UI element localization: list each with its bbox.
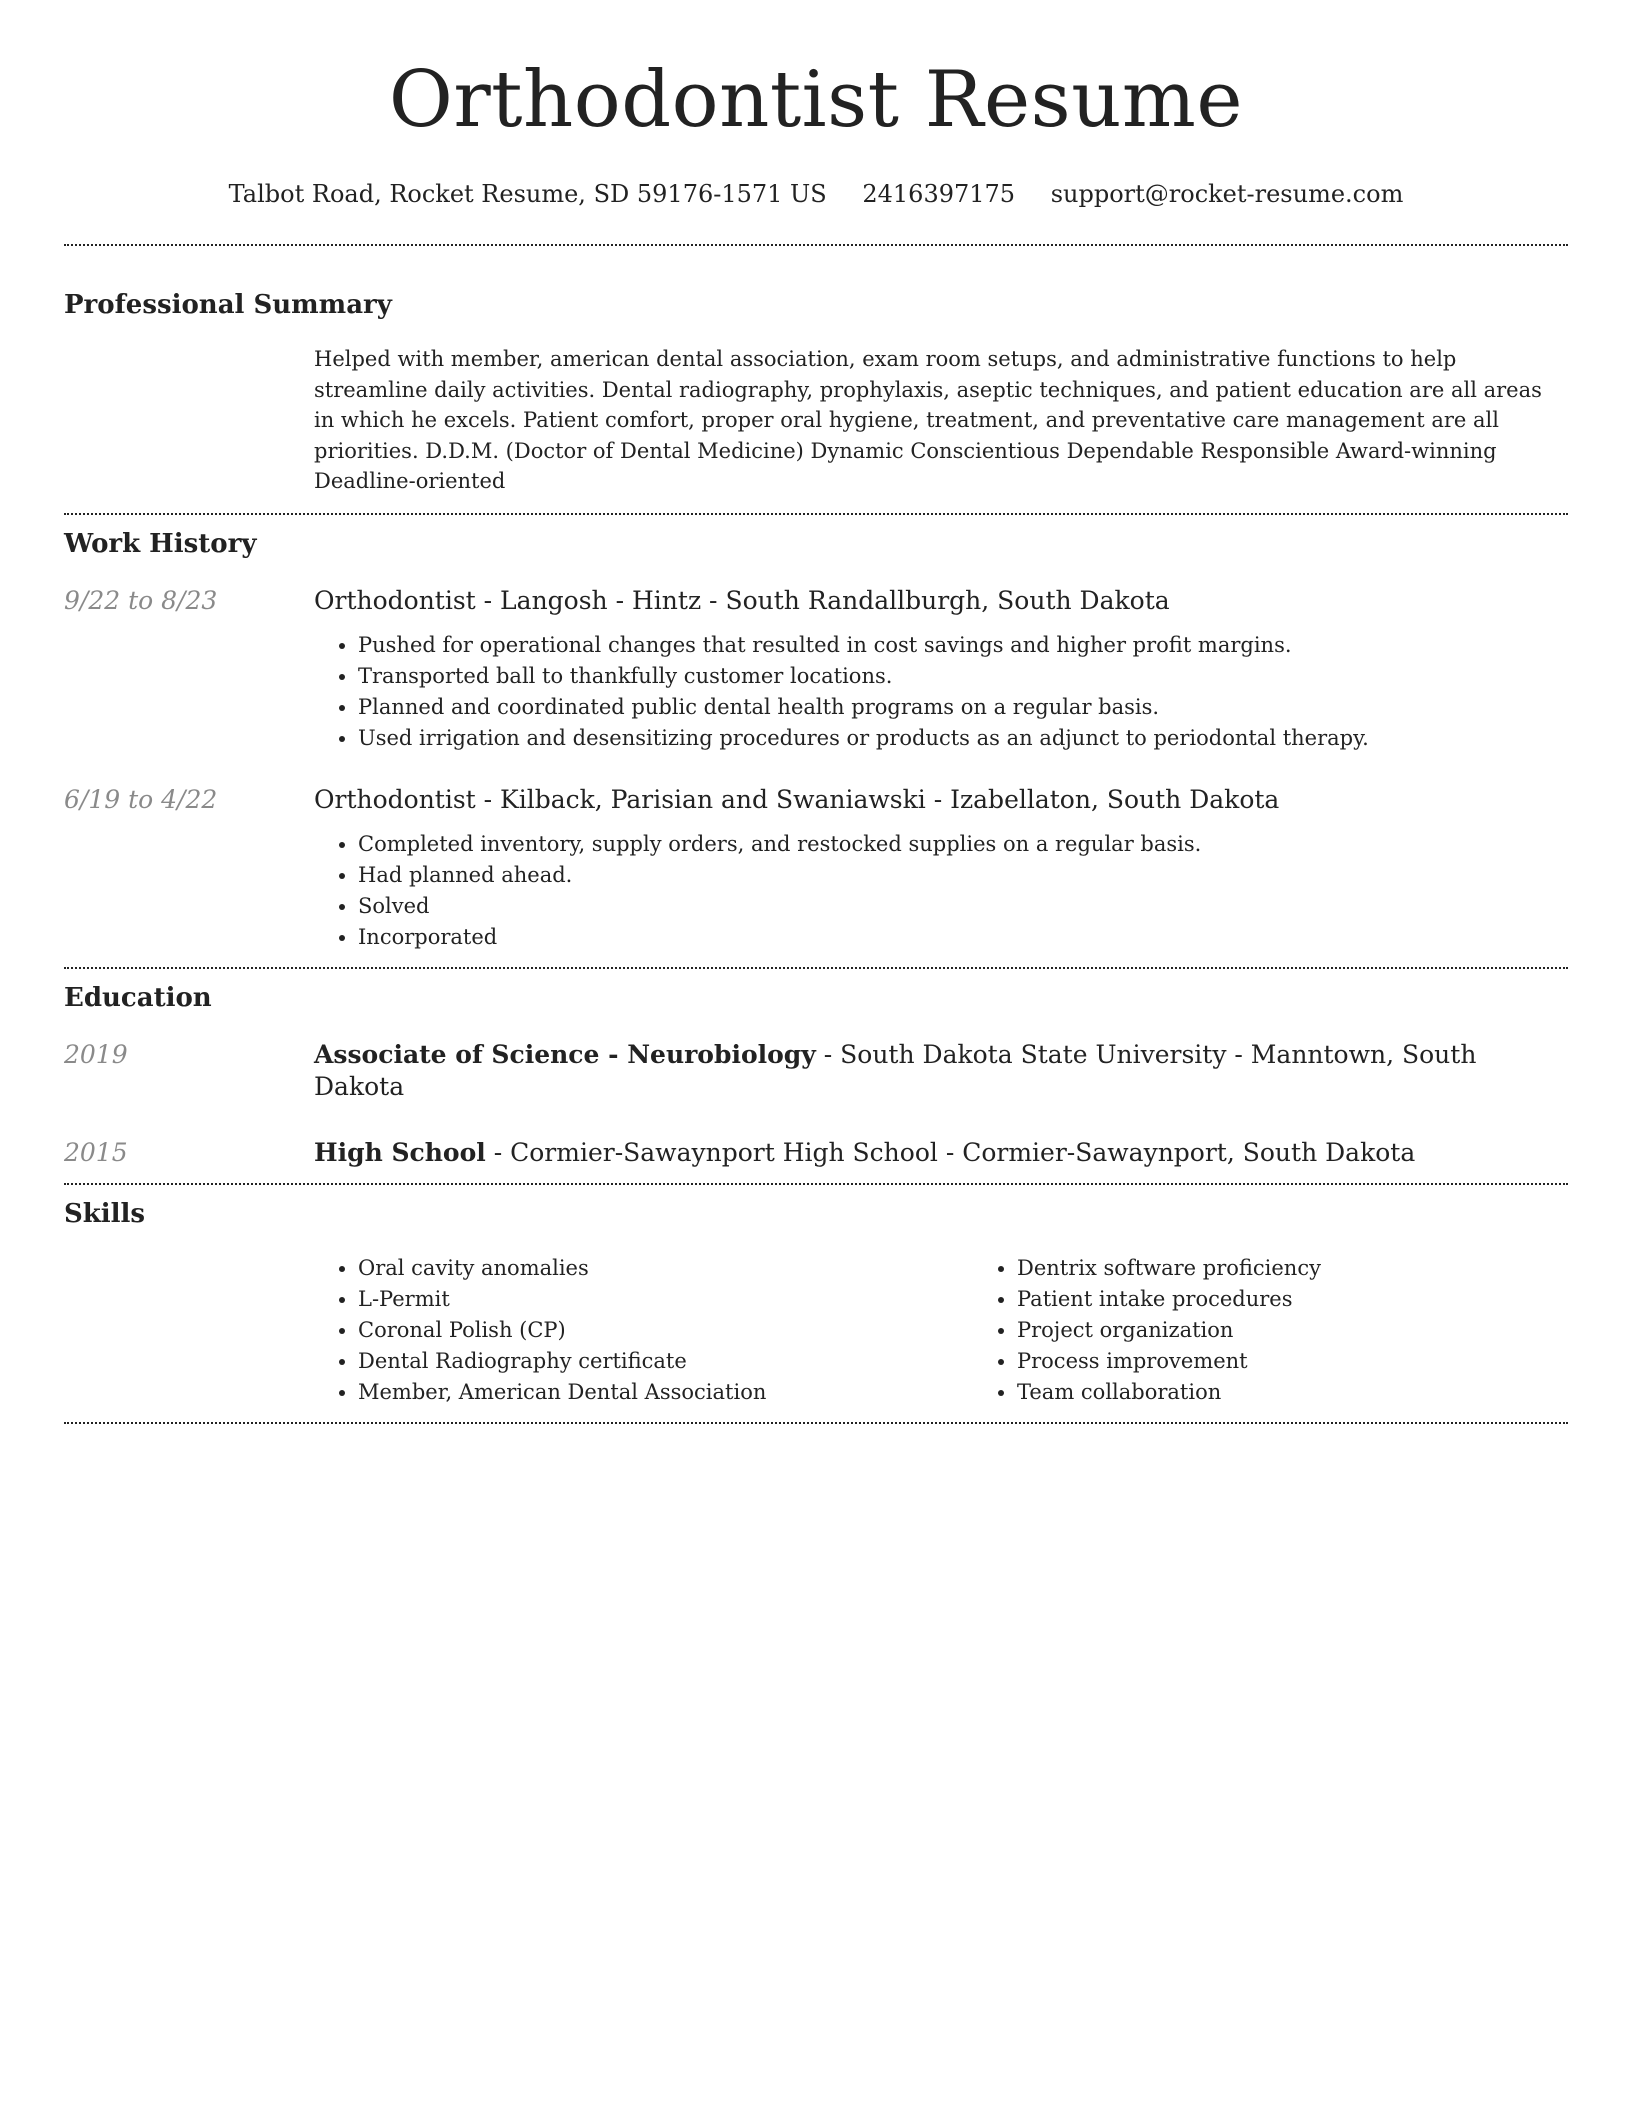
education-date: 2019 bbox=[64, 1039, 128, 1069]
job-title: Orthodontist - Kilback, Parisian and Swaniawski - Izabellaton, South Dakota bbox=[314, 784, 1280, 814]
work-history-heading: Work History bbox=[64, 528, 257, 559]
list-item: • Project organization bbox=[1017, 1315, 1632, 1346]
job-bullets bbox=[314, 829, 1568, 953]
list-item: • Team collaboration bbox=[1017, 1377, 1632, 1408]
education-details: - Cormier-Sawaynport High School - Cormier-Sawaynport, South Dakota bbox=[485, 1137, 1416, 1167]
summary-heading: Professional Summary bbox=[64, 290, 392, 320]
list-item: • Dental Radiography certificate bbox=[358, 1346, 973, 1377]
education-heading: Education bbox=[64, 982, 212, 1013]
list-item: • Transported ball to thankfully customer locations. bbox=[358, 661, 1568, 692]
list-item: • Coronal Polish (CP) bbox=[358, 1315, 973, 1346]
education-degree: High School bbox=[314, 1137, 486, 1167]
contact-email: support@rocket-resume.com bbox=[1050, 180, 1404, 208]
list-item: • Had planned ahead. bbox=[358, 860, 1568, 891]
contact-phone: 2416397175 bbox=[862, 180, 1016, 208]
job-entry bbox=[64, 585, 1568, 754]
job-bullets bbox=[314, 630, 1568, 754]
skills-list-left bbox=[314, 1253, 973, 1408]
contact-line bbox=[64, 178, 1568, 210]
job-entry bbox=[64, 784, 1568, 953]
education-title bbox=[314, 1137, 1568, 1169]
job-date: 6/19 to 4/22 bbox=[64, 784, 218, 814]
job-title: Orthodontist - Langosh - Hintz - South Randallburgh, South Dakota bbox=[314, 585, 1170, 615]
list-item: • Oral cavity anomalies bbox=[358, 1253, 973, 1284]
education-section bbox=[64, 981, 1568, 1169]
section-divider bbox=[64, 967, 1568, 969]
list-item: • Pushed for operational changes that resulted in cost savings and higher profit margins. bbox=[358, 630, 1568, 661]
summary-section bbox=[64, 288, 1568, 497]
list-item: • Patient intake procedures bbox=[1017, 1284, 1632, 1315]
education-degree: Associate of Science - Neurobiology bbox=[314, 1039, 816, 1069]
education-entry bbox=[64, 1137, 1568, 1169]
list-item: • Planned and coordinated public dental health programs on a regular basis. bbox=[358, 692, 1568, 723]
page-title: Orthodontist Resume bbox=[388, 55, 1244, 145]
list-item: • Dentrix software proficiency bbox=[1017, 1253, 1632, 1284]
list-item: • Incorporated bbox=[358, 922, 1568, 953]
contact-address: Talbot Road, Rocket Resume, SD 59176-1571 US bbox=[228, 180, 827, 208]
skills-list-right bbox=[973, 1253, 1632, 1408]
list-item: • Completed inventory, supply orders, and restocked supplies on a regular basis. bbox=[358, 829, 1568, 860]
list-item: • Process improvement bbox=[1017, 1346, 1632, 1377]
summary-text: Helped with member, american dental association, exam room setups, and administrative functions to help streamline daily activities. Dental radiography, prophylaxis, aseptic techniques, and patient education are all areas in which he excels. Patient comfort, proper oral hygiene, treatment, and preventative care management are all priorities. D.D.M. (Doctor of Dental Medicine) Dynamic Conscientious Dependable Responsible Award-winning Deadline-oriented bbox=[314, 347, 1542, 493]
education-date: 2015 bbox=[64, 1137, 128, 1167]
education-title bbox=[314, 1039, 1568, 1103]
section-divider bbox=[64, 1422, 1568, 1424]
section-divider bbox=[64, 513, 1568, 515]
list-item: • Member, American Dental Association bbox=[358, 1377, 973, 1408]
section-divider bbox=[64, 1183, 1568, 1185]
skills-section bbox=[64, 1197, 1568, 1408]
education-details: - South Dakota State University - Manntown, South Dakota bbox=[314, 1039, 1477, 1101]
list-item: • Solved bbox=[358, 891, 1568, 922]
skills-heading: Skills bbox=[64, 1198, 146, 1229]
list-item: • Used irrigation and desensitizing procedures or products as an adjunct to periodontal therapy. bbox=[358, 723, 1568, 754]
job-date: 9/22 to 8/23 bbox=[64, 585, 218, 615]
list-item: • L-Permit bbox=[358, 1284, 973, 1315]
education-entry bbox=[64, 1039, 1568, 1103]
section-divider bbox=[64, 244, 1568, 246]
work-history-section bbox=[64, 527, 1568, 953]
